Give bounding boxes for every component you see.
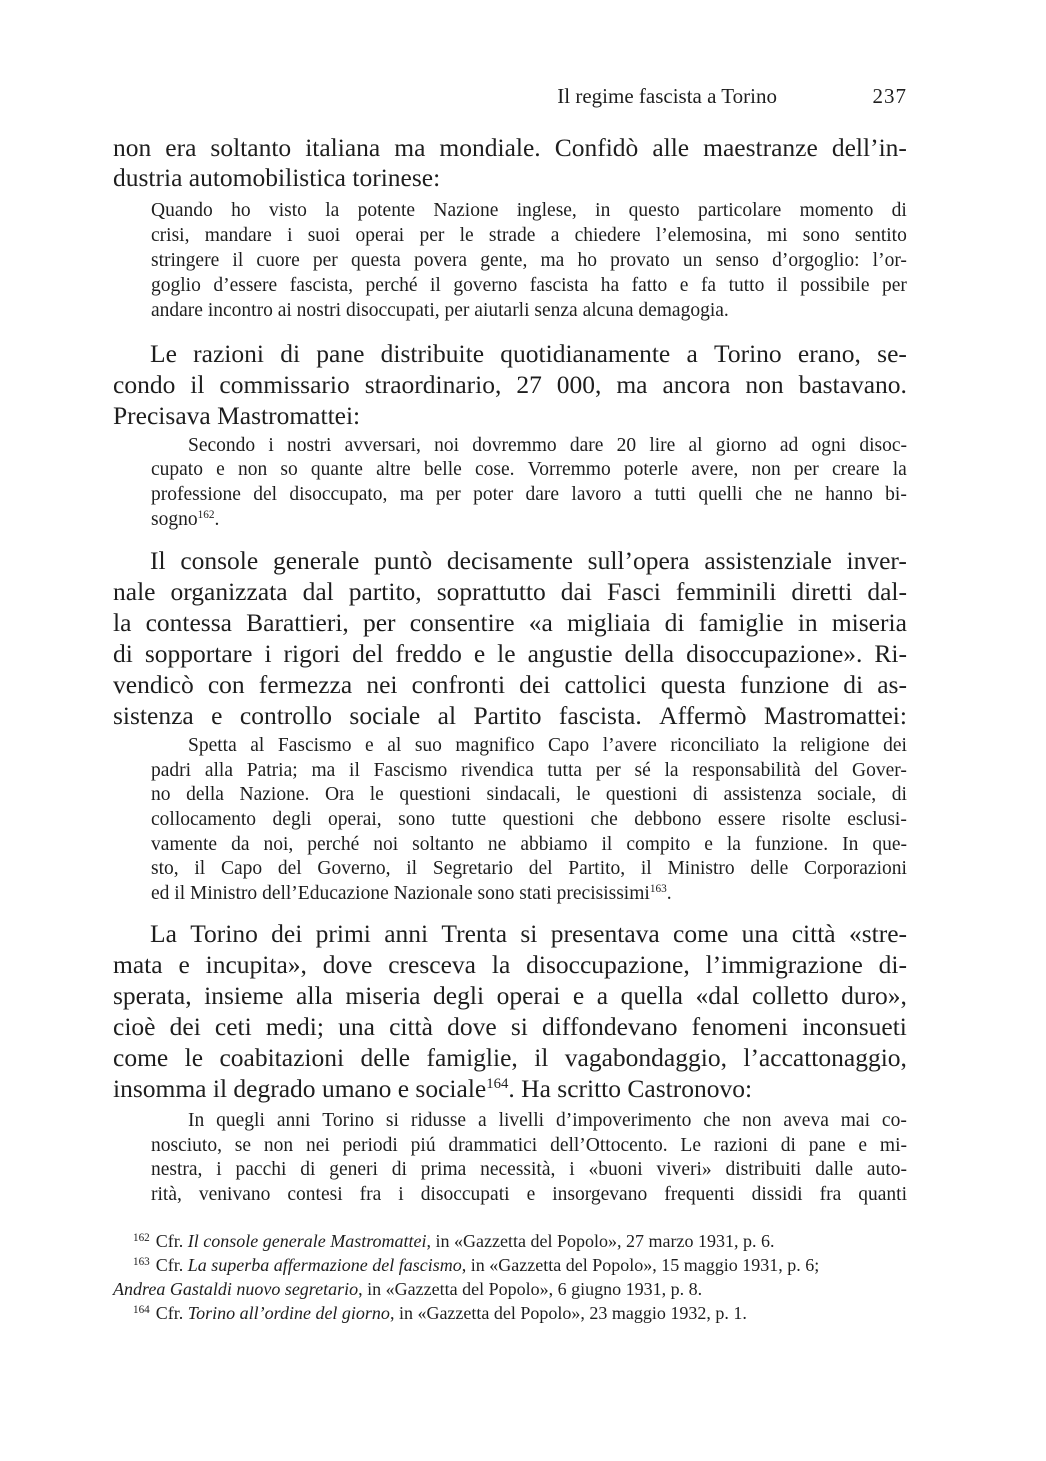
quote-text-line: stringere il cuore per questa povera gente, ma ho provato un senso d’orgoglio: l’or-	[151, 250, 907, 271]
footnote-line: $^{164}$ Cfr. Torino all’ordine del giorno, in «Gazzetta del Popolo», 23 maggio 1932, p. 1.	[133, 1303, 747, 1323]
body-text-line: mata e incupita», dove cresceva la disoccupazione, l’immigrazione di-	[113, 950, 907, 979]
body-text-line: insomma il degrado umano e sociale$^{164}$. Ha scritto Castronovo:	[113, 1074, 753, 1103]
body-text-line: La Torino dei primi anni Trenta si presentava come una città «stre-	[150, 919, 907, 948]
body-text-line: sperata, insieme alla miseria degli operai e a quella «dal colletto duro»,	[113, 981, 907, 1010]
quote-text-line: collocamento degli operai, sono tutte questioni che debbono essere risolte esclusi-	[151, 809, 907, 830]
quote-text-line: padri alla Patria; ma il Fascismo rivendica tutta per sé la responsabilità del Gover-	[151, 760, 907, 781]
footnote-line: Andrea Gastaldi nuovo segretario, in «Gazzetta del Popolo», 6 giugno 1931, p. 8.	[113, 1279, 703, 1299]
quote-text-line: andare incontro ai nostri disoccupati, per aiutarli senza alcuna demagogia.	[151, 300, 729, 321]
quote-text-line: In quegli anni Torino si ridusse a livelli d’impoverimento che non aveva mai co-	[188, 1110, 907, 1131]
body-text-line: dustria automobilistica torinese:	[113, 163, 441, 192]
body-text-line: nale organizzata dal partito, soprattutto dai Fasci femminili diretti dal-	[113, 577, 907, 606]
quote-text-line: ed il Ministro dell’Educazione Nazionale sono stati precisissimi$^{163}$.	[151, 883, 672, 904]
running-head	[113, 84, 907, 114]
footnote-line: $^{163}$ Cfr. La superba affermazione del fascismo, in «Gazzetta del Popolo», 15 maggio 1931, p. 6;	[133, 1255, 820, 1275]
quote-text-line: cupato e non so quante altre belle cose. Vorremmo poterle avere, non per creare la	[151, 459, 907, 480]
quote-text-line: no della Nazione. Ora le questioni sindacali, le questioni di assistenza sociale, di	[151, 784, 907, 805]
body-text-line: non era soltanto italiana ma mondiale. Confidò alle maestranze dell’in-	[113, 133, 907, 162]
quote-text-line: Spetta al Fascismo e al suo magnifico Capo l’avere riconciliato la religione dei	[188, 735, 907, 756]
quote-text-line: nosciuto, se non nei periodi piú drammatici dell’Ottocento. Le razioni di pane e mi-	[151, 1135, 907, 1156]
quote-text-line: Quando ho visto la potente Nazione inglese, in questo particolare momento di	[151, 200, 907, 221]
quote-text-line: nestra, i pacchi di generi di prima necessità, i «buoni viveri» distribuiti dalle auto-	[151, 1159, 907, 1180]
body-text-line: Le razioni di pane distribuite quotidianamente a Torino erano, se-	[150, 339, 907, 368]
footnote-reference: 163	[649, 883, 667, 895]
quote-text-line: rità, venivano contesi fra i disoccupati e insorgevano frequenti dissidi fra quanti	[151, 1184, 907, 1205]
body-text-line: vendicò con fermezza nei confronti dei cattolici questa funzione di as-	[113, 670, 907, 699]
footnote-number: 164	[133, 1303, 150, 1316]
footnote-number: 162	[133, 1231, 150, 1244]
body-text-line: di sopportare i rigori del freddo e le angustie della disoccupazione». Ri-	[113, 639, 907, 668]
body-text-line: Il console generale puntò decisamente sull’opera assistenziale inver-	[150, 546, 907, 575]
quote-text-line: Secondo i nostri avversari, noi dovremmo dare 20 lire al giorno ad ogni disoc-	[188, 435, 907, 456]
body-text-line: la contessa Barattieri, per consentire «a migliaia di famiglie in miseria	[113, 608, 907, 637]
running-title: Il regime fascista a Torino	[557, 84, 777, 108]
footnote-line: $^{162}$ Cfr. Il console generale Mastromattei, in «Gazzetta del Popolo», 27 marzo 1931, p. 6.	[133, 1231, 775, 1251]
quote-text-line: sto, il Capo del Governo, il Segretario del Partito, il Ministro delle Corporazioni	[151, 858, 907, 879]
body-text-line: sistenza e controllo sociale al Partito fascista. Affermò Mastromattei:	[113, 701, 907, 730]
footnote-number: 163	[133, 1255, 150, 1268]
quote-text-line: crisi, mandare i suoi operai per le strade a chiedere l’elemosina, mi sono sentito	[151, 225, 907, 246]
body-text-line: cioè dei ceti medi; una città dove si diffondevano fenomeni inconsueti	[113, 1012, 907, 1041]
footnote-reference: 164	[486, 1075, 509, 1092]
quote-text-line: professione del disoccupato, ma per poter dare lavoro a tutti quelli che ne hanno bi-	[151, 484, 907, 505]
quote-text-line: sogno$^{162}$.	[151, 509, 220, 530]
body-text-line: condo il commissario straordinario, 27 000, ma ancora non bastavano.	[113, 370, 907, 399]
body-text-line: come le coabitazioni delle famiglie, il vagabondaggio, l’accattonaggio,	[113, 1043, 907, 1072]
quote-text-line: goglio d’essere fascista, perché il governo fascista ha fatto e fa tutto il possibile per	[151, 275, 907, 296]
page-number: 237	[872, 84, 907, 108]
body-text-line: Precisava Mastromattei:	[113, 401, 361, 430]
footnote-reference: 162	[197, 509, 215, 521]
quote-text-line: vamente da noi, perché noi soltanto ne abbiamo il compito e la funzione. In que-	[151, 834, 907, 855]
